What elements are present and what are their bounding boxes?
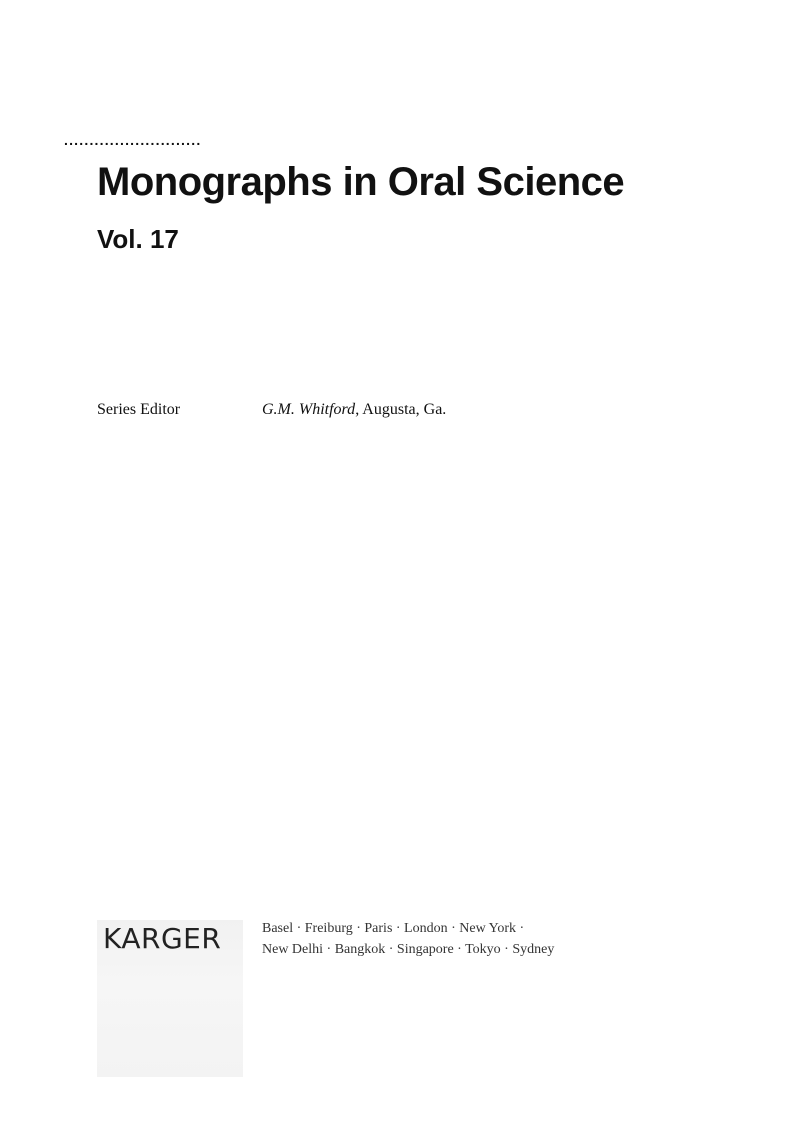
volume-number: Vol. 17 (97, 224, 179, 254)
series-editor-label: Series Editor (97, 401, 181, 418)
series-editor-name: G.M. Whitford (262, 401, 356, 418)
series-editor-location: , Augusta, Ga. (355, 401, 447, 418)
publisher-cities-line-1: Basel · Freiburg · Paris · London · New York · (262, 921, 525, 936)
series-title: Monographs in Oral Science (97, 160, 625, 204)
series-editor-value (262, 401, 446, 419)
publisher-logo: KARGER (103, 922, 222, 955)
decorative-dotted-rule: ........................... (64, 132, 202, 148)
publisher-cities (262, 918, 554, 960)
publisher-cities-line-2: New Delhi · Bangkok · Singapore · Tokyo · Sydney (262, 942, 555, 957)
publisher-logo-block (97, 920, 243, 1077)
